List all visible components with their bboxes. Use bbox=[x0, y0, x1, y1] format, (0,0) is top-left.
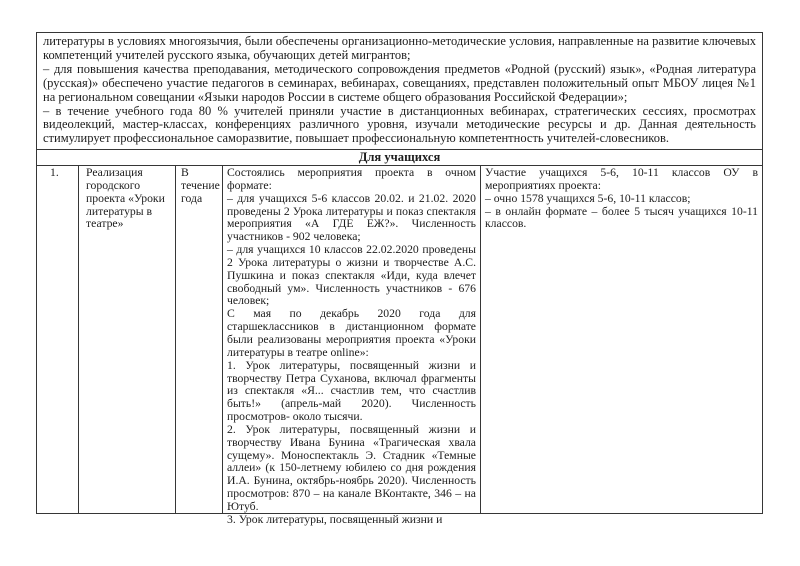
details-paragraph-1: Состоялись мероприятия проекта в очном формате: bbox=[227, 166, 476, 192]
section-header-label: Для учащихся bbox=[358, 150, 441, 164]
details-paragraph-4: С мая по декабрь 2020 года для старшеклассников в дистанционном формате были реализованы мероприятия проекта «Уроки литературы в театре online»: bbox=[227, 307, 476, 359]
results-paragraph-3: – в онлайн формате – более 5 тысяч учащихся 10-11 классов. bbox=[485, 204, 758, 231]
activity-title: Реализация городского проекта «Уроки литературы в театре» bbox=[86, 166, 165, 231]
results-paragraph-1: Участие учащихся 5-6, 10-11 классов ОУ в мероприятиях проекта: bbox=[485, 166, 758, 192]
row-number-cell bbox=[37, 166, 79, 513]
details-paragraph-5: 1. Урок литературы, посвященный жизни и творчеству Петра Суханова, включал фрагменты из спектакля «Я... счастлив тем, что счастлив быть!» (апрель-май 2020). Численность просмотров- около тысячи. bbox=[227, 358, 476, 424]
results-cell bbox=[481, 166, 762, 513]
details-paragraph-6: 2. Урок литературы, посвященный жизни и творчеству Ивана Бунина «Трагическая хвала сущему». Моноспектакль Э. Стадник «Темные аллеи» (к 150-летнему юбилею со дня рождения И.А. Бунина, октябрь-ноябрь 2020). Численность просмотров: 870 – на канале ВКонтакте, 346 – на Ютуб. bbox=[227, 422, 476, 513]
row-number: 1. bbox=[50, 166, 59, 179]
section-header-for-students bbox=[37, 150, 762, 166]
timing-cell bbox=[176, 166, 223, 513]
intro-paragraph-2: – для повышения качества преподавания, методического сопровождения предметов «Родной (русский) язык», «Родная литература (русская)» обеспечено участие педагогов в семинарах, вебинарах, совещаниях, представлен положительный опыт МБОУ лицея №1 на региональном совещании «Языки народов России в системе общего образования Российской Федерации»; bbox=[43, 61, 756, 104]
details-paragraph-3: – для учащихся 10 классов 22.02.2020 проведены 2 Урока литературы о жизни и творчестве А.С. Пушкина и показ спектакля «Иди, куда влечет свободный ум». Численность участников - 676 человек; bbox=[227, 243, 476, 308]
details-paragraph-7: 3. Урок литературы, посвященный жизни и bbox=[227, 512, 443, 526]
details-cell bbox=[223, 166, 481, 526]
details-paragraph-2: – для учащихся 5-6 классов 20.02. и 21.02. 2020 проведены 2 Урока литературы и показ спектакля мероприятия «А ГДЕ ЕЖ?». Численность участников - 902 человека; bbox=[227, 191, 476, 244]
report-table bbox=[36, 32, 763, 526]
timing-text: В течение года bbox=[181, 166, 220, 205]
table-row bbox=[37, 166, 762, 526]
intro-text-cell bbox=[37, 33, 762, 150]
results-paragraph-2: – очно 1578 учащихся 5-6, 10-11 классов; bbox=[485, 191, 691, 205]
activity-cell bbox=[79, 166, 176, 513]
intro-paragraph-1: литературы в условиях многоязычия, были обеспечены организационно-методические условия, направленные на развитие ключевых компетенций учителей русского языка, обучающих детей мигрантов; bbox=[43, 34, 756, 62]
intro-paragraph-3: – в течение учебного года 80 % учителей приняли участие в дистанционных вебинарах, стратегических сессиях, просмотрах видеолекций, мастер-классах, конференциях различного уровня, изучали методические ресурсы и др. Данная деятельность стимулирует профессиональное саморазвитие, повышает профессиональную компетентность учителей-словесников. bbox=[43, 103, 756, 146]
